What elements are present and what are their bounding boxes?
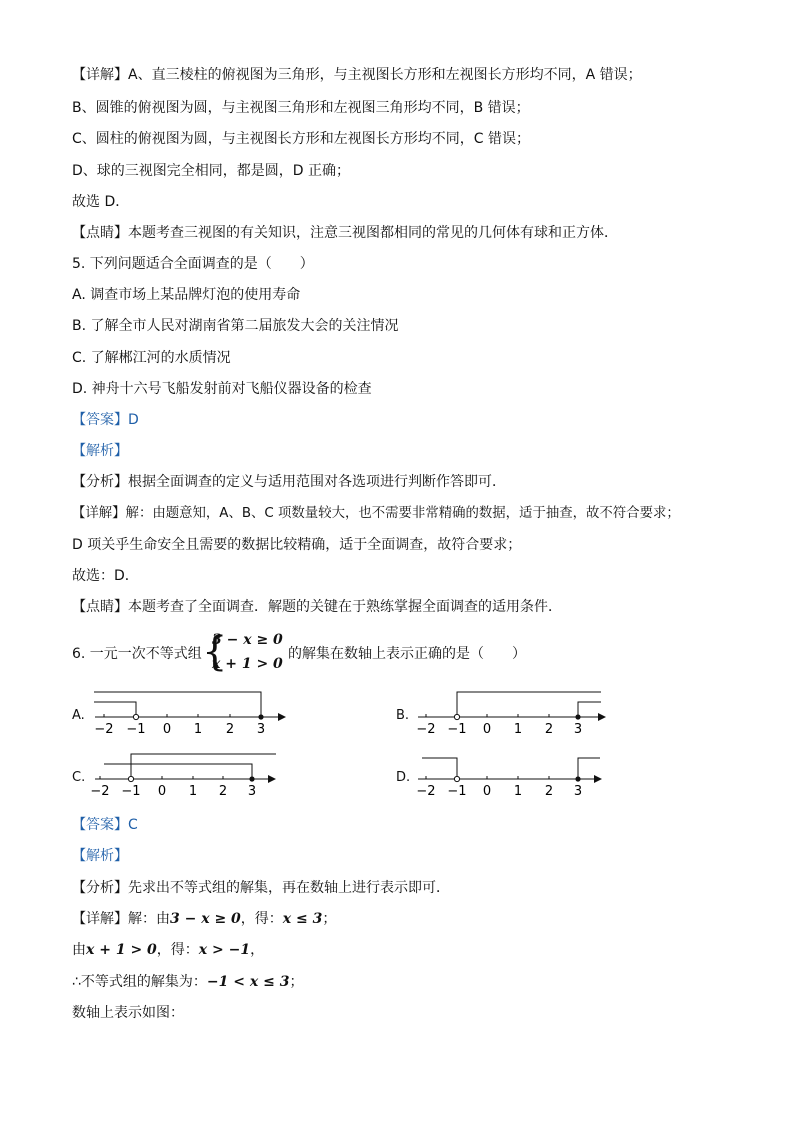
tick-label: 2 <box>218 784 228 799</box>
option-b: B. 了解全市人民对湖南省第二届旅发大会的关注情况 <box>72 318 399 334</box>
axis-arrow <box>268 775 276 783</box>
text-fragment: 由 <box>72 942 86 958</box>
math-expression: x > −1 <box>198 942 251 958</box>
closed-point <box>249 776 254 781</box>
brace-symbol: { <box>202 629 228 675</box>
tick-label: 2 <box>544 784 554 799</box>
inequality-2: x + 1 > 0 <box>212 656 283 672</box>
text-line: D 项关乎生命安全且需要的数据比较精确，适于全面调查，故符合要求； <box>72 537 522 553</box>
math-expression: −1 < x ≤ 3 <box>206 974 290 990</box>
solution-ray-left <box>94 702 136 717</box>
text-line: 数轴上表示如图： <box>72 1005 184 1021</box>
tick-label: 0 <box>482 722 492 737</box>
text-line: 【分析】根据全面调查的定义与适用范围对各选项进行判断作答即可． <box>72 474 506 490</box>
tick-label: 3 <box>256 722 266 737</box>
option-label-b: B. <box>396 708 410 723</box>
math-expression: x + 1 > 0 <box>86 942 157 958</box>
detail-line-2 <box>72 940 264 960</box>
answer-label: 【答案】C <box>72 817 138 833</box>
tick-label: 3 <box>573 722 583 737</box>
option-label-d: D. <box>396 770 411 785</box>
text-fragment: ， <box>250 942 265 958</box>
text-line: 【详解】A、直三棱柱的俯视图为三角形，与主视图长方形和左视图长方形均不同，A 错误； <box>72 67 642 83</box>
option-a: A. 调查市场上某品牌灯泡的使用寿命 <box>72 287 301 303</box>
option-c: C. 了解郴江河的水质情况 <box>72 350 231 366</box>
option-label-a: A. <box>72 708 85 723</box>
solution-ray-right <box>131 754 276 779</box>
text-fragment: ； <box>322 911 337 927</box>
tick-label: −2 <box>416 722 436 737</box>
question-6-stem-suffix: 的解集在数轴上表示正确的是（ ） <box>288 646 526 662</box>
option-label-c: C. <box>72 770 86 785</box>
text-line: 故选：D． <box>72 568 139 584</box>
math-expression: 3 − x ≥ 0 <box>170 911 241 927</box>
math-expression: x ≤ 3 <box>282 911 323 927</box>
option-d: D. 神舟十六号飞船发射前对飞船仪器设备的检查 <box>72 381 372 397</box>
solution-ray-left <box>94 692 261 717</box>
tick-label: 3 <box>573 784 583 799</box>
text-fragment: ，得： <box>240 911 283 927</box>
text-fragment: 【详解】解：由 <box>72 911 170 927</box>
tick-label: −2 <box>90 784 110 799</box>
question-5-stem: 5. 下列问题适合全面调查的是（ ） <box>72 256 314 272</box>
open-point <box>128 776 133 781</box>
solution-ray-left <box>422 758 457 779</box>
solution-ray-left <box>104 764 252 779</box>
question-6-stem-prefix: 6. 一元一次不等式组 <box>72 646 202 662</box>
analysis-label: 【解析】 <box>72 848 128 864</box>
text-line: B、圆锥的俯视图为圆，与主视图三角形和左视图三角形均不同，B 错误； <box>72 100 530 116</box>
detail-line-1 <box>72 909 336 929</box>
text-line: C、圆柱的俯视图为圆，与主视图长方形和左视图长方形均不同，C 错误； <box>72 131 530 147</box>
text-fragment: ，得： <box>156 942 199 958</box>
tick-label: 0 <box>482 784 492 799</box>
tick-label: 1 <box>513 784 523 799</box>
closed-point <box>258 714 263 719</box>
closed-point <box>575 776 580 781</box>
axis-arrow <box>594 775 602 783</box>
open-point <box>133 714 138 719</box>
solution-ray-right <box>578 702 601 717</box>
text-line: 【详解】解：由题意知，A、B、C 项数量较大，也不需要非常精确的数据，适于抽查，故不符合要求； <box>72 506 680 521</box>
tick-label: 0 <box>157 784 167 799</box>
text-line: 【点睛】本题考查了全面调查．解题的关键在于熟练掌握全面调查的适用条件． <box>72 599 562 615</box>
closed-point <box>575 714 580 719</box>
text-line: 【点睛】本题考查三视图的有关知识，注意三视图都相同的常见的几何体有球和正方体． <box>72 225 618 241</box>
detail-line-3 <box>72 972 303 992</box>
tick-label: 1 <box>193 722 203 737</box>
text-line: 故选 D． <box>72 194 130 210</box>
tick-label: −1 <box>447 784 467 799</box>
open-point <box>454 776 459 781</box>
answer-label: 【答案】D <box>72 412 139 428</box>
tick-label: −2 <box>94 722 114 737</box>
open-point <box>454 714 459 719</box>
text-line: D、球的三视图完全相同，都是圆，D 正确； <box>72 163 351 179</box>
tick-label: 1 <box>513 722 523 737</box>
solution-ray-right <box>457 692 601 717</box>
tick-label: 2 <box>225 722 235 737</box>
text-fragment: ∴不等式组的解集为： <box>72 974 207 990</box>
analysis-label: 【解析】 <box>72 443 128 459</box>
tick-label: 3 <box>247 784 257 799</box>
axis-arrow <box>598 713 606 721</box>
tick-label: −1 <box>447 722 467 737</box>
text-fragment: ； <box>289 974 304 990</box>
inequality-1: 3 − x ≥ 0 <box>212 632 283 648</box>
tick-label: −1 <box>126 722 146 737</box>
tick-label: 1 <box>188 784 198 799</box>
tick-label: −1 <box>121 784 141 799</box>
axis-arrow <box>278 713 286 721</box>
text-line: 【分析】先求出不等式组的解集，再在数轴上进行表示即可． <box>72 880 450 896</box>
tick-label: 2 <box>544 722 554 737</box>
tick-label: 0 <box>162 722 172 737</box>
tick-label: −2 <box>416 784 436 799</box>
solution-ray-right <box>578 758 600 779</box>
